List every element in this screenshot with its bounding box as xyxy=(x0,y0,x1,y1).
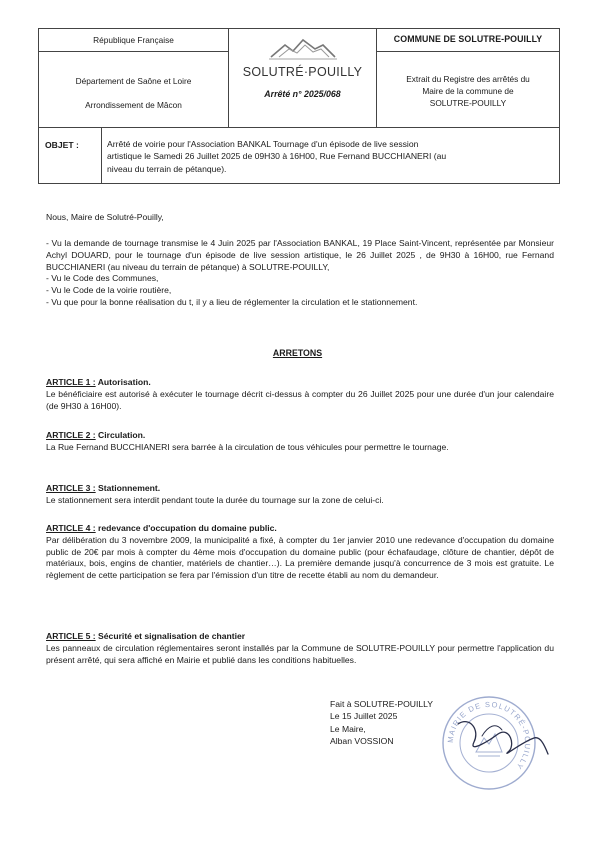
objet-text xyxy=(107,138,553,175)
signature-role: Le Maire, xyxy=(330,723,366,734)
article-title: Circulation. xyxy=(95,430,146,440)
article-number: ARTICLE 2 : xyxy=(46,430,96,440)
extrait-line-2: Maire de la commune de xyxy=(422,86,514,96)
article-text: Les panneaux de circulation réglementaires seront installés par la Commune de SOLUTRE-POUILLY pour permettre l'application du présent arrêté, qui sera affiché en Mairie et publié dans les conditions habituelles. xyxy=(46,642,554,665)
header-right-cell xyxy=(377,29,559,127)
article-5 xyxy=(46,631,554,666)
signature-place: Fait à SOLUTRE-POUILLY xyxy=(330,699,433,709)
arretons-heading: ARRETONS xyxy=(272,348,323,358)
logo-text: SOLUTRÉ·POUILLY xyxy=(242,65,363,79)
commune-logo xyxy=(263,35,343,65)
handwritten-signature xyxy=(398,712,558,772)
article-number: ARTICLE 4 : xyxy=(46,523,96,533)
visa-item: - Vu que pour la bonne réalisation du t, il y a lieu de réglementer la circulation et le stationnement. xyxy=(46,296,418,307)
header-left-cell xyxy=(39,29,229,127)
header-table xyxy=(38,28,560,128)
article-title: redevance d'occupation du domaine public. xyxy=(95,523,277,533)
article-heading xyxy=(46,430,554,442)
article-text: Le stationnement sera interdit pendant toute la durée du tournage sur la zone de celui-ci. xyxy=(46,494,384,505)
article-4 xyxy=(46,523,554,582)
republique-label: République Française xyxy=(93,35,174,45)
article-heading xyxy=(46,631,554,643)
article-1 xyxy=(46,377,554,412)
objet-line: niveau du terrain de pétanque). xyxy=(107,163,227,174)
article-heading xyxy=(46,523,554,535)
article-number: ARTICLE 5 : xyxy=(46,631,96,641)
arrondissement-label: Arrondissement de Mâcon xyxy=(85,100,182,110)
article-2 xyxy=(46,430,554,454)
signature-name: Alban VOSSION xyxy=(330,736,394,747)
objet-line: artistique le Samedi 26 Juillet 2025 de 09H30 à 16H00, Rue Fernand BUCCHIANERI (au xyxy=(107,151,447,162)
header-middle-cell xyxy=(229,29,377,127)
arrete-number: Arrêté n° 2025/068 xyxy=(264,89,341,99)
departement-label: Département de Saône et Loire xyxy=(75,76,192,86)
article-heading xyxy=(46,483,554,495)
article-title: Sécurité et signalisation de chantier xyxy=(95,631,246,641)
salutation: Nous, Maire de Solutré-Pouilly, xyxy=(46,212,164,222)
article-3 xyxy=(46,483,554,507)
visa-item: - Vu le Code de la voirie routière, xyxy=(46,285,172,296)
article-heading xyxy=(46,377,554,389)
objet-row xyxy=(38,128,560,184)
article-number: ARTICLE 1 : xyxy=(46,377,96,387)
article-number: ARTICLE 3 : xyxy=(46,483,96,493)
article-text: Par délibération du 3 novembre 2009, la municipalité a fixé, à compter du 1er janvier 2010 une redevance d'occupation du domaine public de 20€ par mois à compter du 4ème mois d'occupation du domaine public (pour échafaudage, clôture de chantier, dépôt de matériaux, bois, engins de chantier, matériels de chantier…). La première demande jusqu'à concurrence de 3 mois est gratuite. Le règlement de cette participation se fera par l'émission d'un titre de recette établi au nom du demandeur. xyxy=(46,534,554,581)
extrait-line-3: SOLUTRE-POUILLY xyxy=(429,98,507,108)
article-title: Autorisation. xyxy=(95,377,151,387)
commune-title: COMMUNE DE SOLUTRE-POUILLY xyxy=(393,34,543,44)
visas-list xyxy=(46,238,554,309)
objet-line: Arrêté de voirie pour l'Association BANKAL Tournage d'un épisode de live session xyxy=(107,139,419,149)
objet-label: OBJET : xyxy=(45,140,79,150)
article-title: Stationnement. xyxy=(95,483,161,493)
stamp-text: MAIRIE DE SOLUTRÉ-POUILLY xyxy=(445,699,533,772)
article-text: Le bénéficiaire est autorisé à exécuter le tournage décrit ci-dessus à compter du 26 Juillet 2025 pour une durée d'un jour calendaire (de 9H30 à 16H00). xyxy=(46,388,554,411)
visa-item: - Vu le Code des Communes, xyxy=(46,273,159,284)
article-text: La Rue Fernand BUCCHIANERI sera barrée à la circulation de tous véhicules pour permettre le tournage. xyxy=(46,441,449,452)
signature-date: Le 15 Juillet 2025 xyxy=(330,711,398,722)
extrait-line-1: Extrait du Registre des arrêtés du xyxy=(406,74,530,84)
visa-item: - Vu la demande de tournage transmise le 4 Juin 2025 par l'Association BANKAL, 19 Place Saint-Vincent, représentée par Monsieur Achyl DOUARD, pour le tournage d'un épisode de live session artistique, le 26 Juillet 2025 , de 9H30 à 16H00, rue Fernand BUCCHIANERI (au niveau du terrain de pétanque) à SOLUTRE-POUILLY, xyxy=(46,238,554,272)
